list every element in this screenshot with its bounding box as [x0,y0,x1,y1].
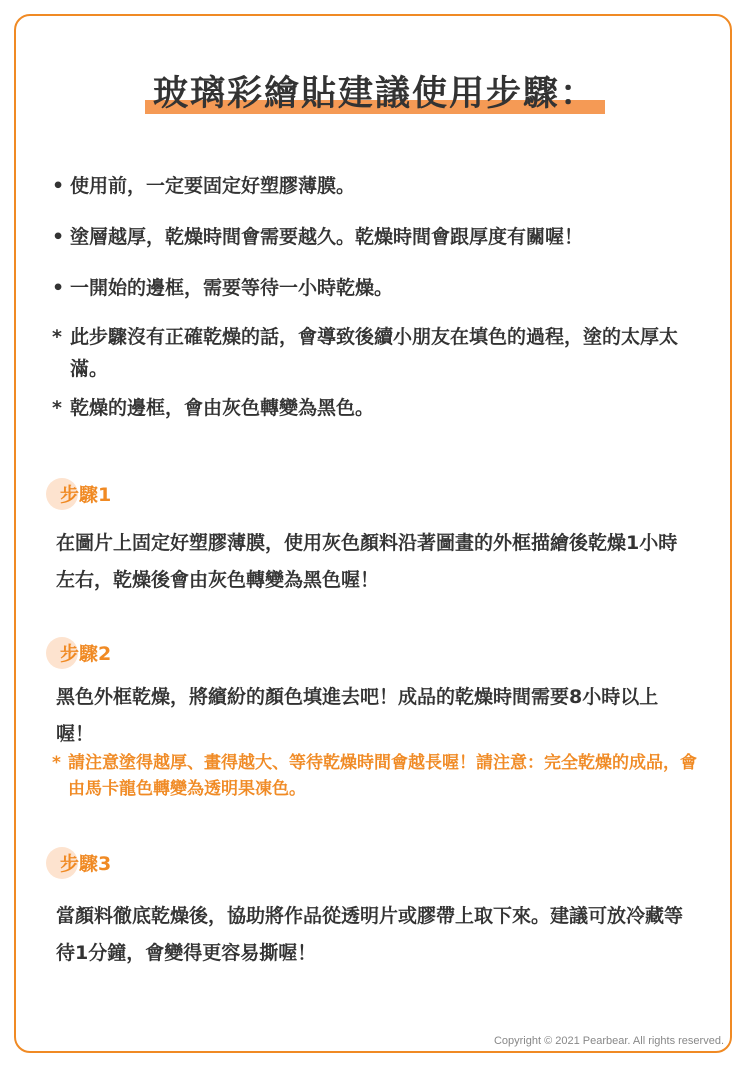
step-3-text: 當顏料徹底乾燥後，協助將作品從透明片或膠帶上取下來。建議可放冷藏等待1分鐘，會變得更容易撕喔！ [56,905,684,964]
bullet-mark: * [52,397,62,419]
step-label: 步驟2 [60,643,112,665]
note-text: 請注意塗得越厚、畫得越大、等待乾燥時間會越長喔！請注意：完全乾燥的成品，會由馬卡龍色轉變為透明果凍色。 [68,753,697,799]
bullet-mark: * [52,326,62,348]
tip-item [52,272,712,304]
step-1-text: 在圖片上固定好塑膠薄膜，使用灰色顏料沿著圖畫的外框描繪後乾燥1小時左右，乾燥後會由灰色轉變為黑色喔！ [56,532,678,591]
tip-text: 此步驟沒有正確乾燥的話，會導致後續小朋友在填色的過程，塗的太厚太滿。 [70,326,679,380]
tip-item [52,321,712,385]
tip-item [52,221,712,253]
tip-text: 使用前，一定要固定好塑膠薄膜。 [70,175,356,197]
copyright-text: Copyright © 2021 Pearbear. All rights reserved. [493,1035,724,1047]
tip-text: 乾燥的邊框，會由灰色轉變為黑色。 [70,397,375,419]
tip-item [52,392,712,424]
step-2-text: 黑色外框乾燥，將繽紛的顏色填進去吧！成品的乾燥時間需要8小時以上喔！ [56,686,659,745]
tip-text: 塗層越厚，乾燥時間會需要越久。乾燥時間會跟厚度有關喔！ [70,226,584,248]
title-text: 玻璃彩繪貼建議使用步驟： [152,74,597,114]
page-title [145,66,605,116]
bullet-mark: • [52,175,65,197]
bullet-mark: • [52,277,65,299]
bullet-mark: • [52,226,65,248]
tip-text: 一開始的邊框，需要等待一小時乾燥。 [70,277,394,299]
tip-item [52,170,712,202]
step-label: 步驟1 [60,484,112,506]
note-mark: * [52,753,61,773]
step-2-note [52,750,702,802]
title-wrap [0,66,750,116]
step-label: 步驟3 [60,853,112,875]
